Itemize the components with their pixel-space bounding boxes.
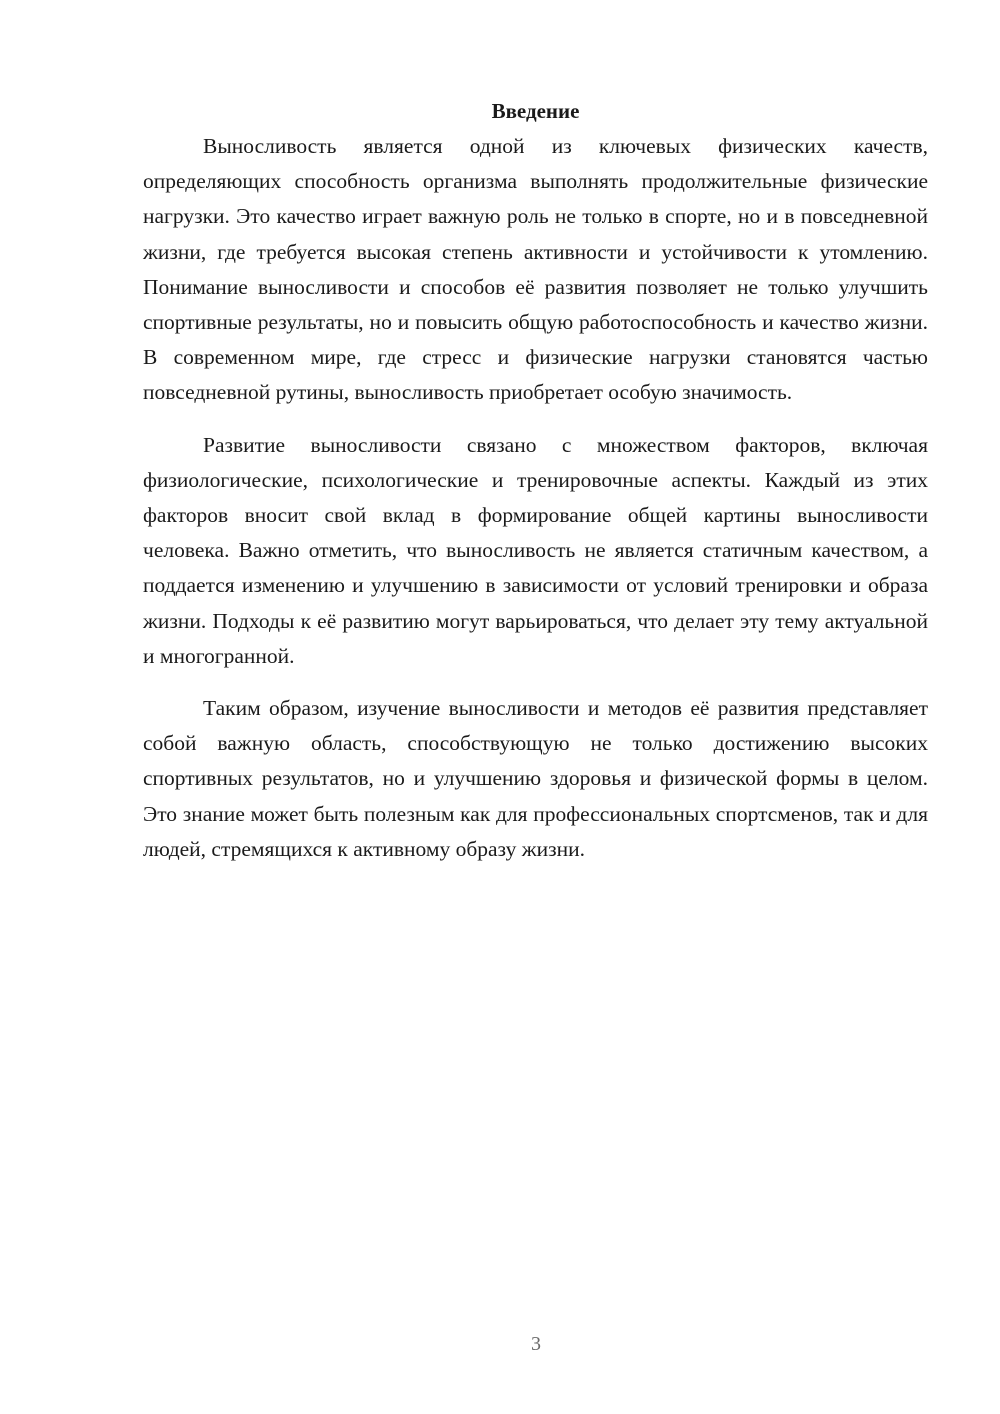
page-number: 3 xyxy=(531,1333,541,1355)
paragraph-3: Таким образом, изучение выносливости и методов её развития представляет собой важную область, способствующую не только достижению высоких спортивных результатов, но и улучшению здоровья и физической формы в целом. Это знание может быть полезным как для профессиональных спортсменов, так и для людей, стремящихся к активному образу жизни. xyxy=(143,696,928,861)
document-body xyxy=(143,94,928,867)
paragraph-1: Выносливость является одной из ключевых физических качеств, определяющих способность организма выполнять продолжительные физические нагрузки. Это качество играет важную роль не только в спорте, но и в повседневной жизни, где требуется высокая степень активности и устойчивости к утомлению. Понимание выносливости и способов её развития позволяет не только улучшить спортивные результаты, но и повысить общую работоспособность и качество жизни. В современном мире, где стресс и физические нагрузки становятся частью повседневной рутины, выносливость приобретает особую значимость. xyxy=(143,134,928,405)
section-heading: Введение xyxy=(491,99,580,123)
paragraph-2: Развитие выносливости связано с множеством факторов, включая физиологические, психологические и тренировочные аспекты. Каждый из этих факторов вносит свой вклад в формирование общей картины выносливости человека. Важно отметить, что выносливость не является статичным качеством, а поддается изменению и улучшению в зависимости от условий тренировки и образа жизни. Подходы к её развитию могут варьироваться, что делает эту тему актуальной и многогранной. xyxy=(143,432,928,668)
